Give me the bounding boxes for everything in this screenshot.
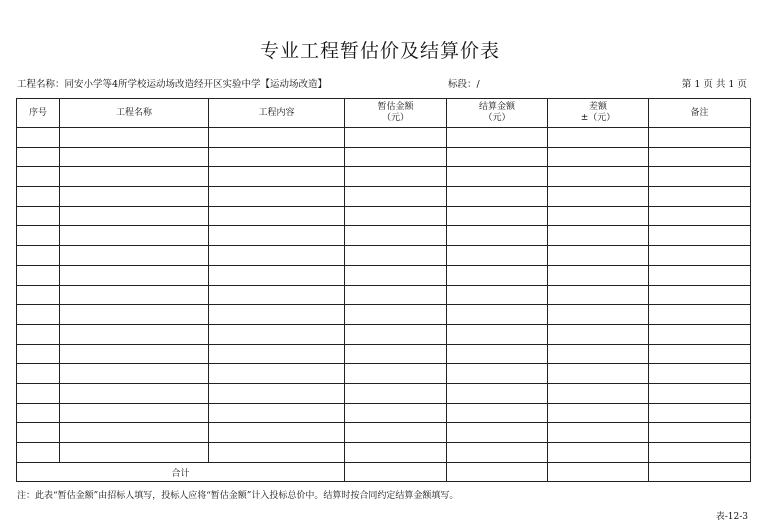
project-content-cell[interactable]: [209, 246, 345, 266]
difference-cell[interactable]: [548, 344, 649, 364]
seq-cell[interactable]: [17, 403, 60, 423]
difference-cell[interactable]: [548, 383, 649, 403]
difference-cell[interactable]: [548, 305, 649, 325]
header-difference-label: 差额: [588, 102, 607, 112]
seq-cell[interactable]: [17, 147, 60, 167]
remarks-cell[interactable]: [649, 187, 751, 207]
estimated-amount-cell[interactable]: [345, 324, 447, 344]
settlement-amount-cell[interactable]: [447, 167, 548, 187]
settlement-amount-cell[interactable]: [447, 246, 548, 266]
seq-cell[interactable]: [17, 423, 60, 443]
difference-cell[interactable]: [548, 364, 649, 384]
difference-cell[interactable]: [548, 324, 649, 344]
table-row: [17, 305, 751, 325]
project-content-cell[interactable]: [209, 324, 345, 344]
table-row: [17, 187, 751, 207]
seq-cell[interactable]: [17, 364, 60, 384]
remarks-cell[interactable]: [649, 226, 751, 246]
project-name-cell[interactable]: [60, 403, 209, 423]
project-name-cell[interactable]: [60, 128, 209, 148]
project-name-cell[interactable]: [60, 305, 209, 325]
project-name-cell[interactable]: [60, 226, 209, 246]
table-row: [17, 423, 751, 443]
project-content-cell[interactable]: [209, 285, 345, 305]
project-content-cell[interactable]: [209, 265, 345, 285]
project-name-cell[interactable]: [60, 423, 209, 443]
project-name-cell[interactable]: [60, 324, 209, 344]
project-content-cell[interactable]: [209, 226, 345, 246]
page-info: 第 1 页 共 1 页: [681, 79, 747, 90]
header-settlement-amount: [447, 99, 548, 128]
settlement-amount-cell[interactable]: [447, 147, 548, 167]
total-estimated-cell[interactable]: [345, 462, 447, 482]
estimated-amount-cell[interactable]: [345, 344, 447, 364]
seq-cell[interactable]: [17, 167, 60, 187]
remarks-cell[interactable]: [649, 344, 751, 364]
table-header-row: [17, 99, 751, 128]
settlement-amount-cell[interactable]: [447, 265, 548, 285]
project-content-cell[interactable]: [209, 206, 345, 226]
table-row: [17, 206, 751, 226]
seq-cell[interactable]: [17, 344, 60, 364]
project-content-cell[interactable]: [209, 305, 345, 325]
seq-cell[interactable]: [17, 324, 60, 344]
settlement-amount-cell[interactable]: [447, 187, 548, 207]
total-difference-cell[interactable]: [548, 462, 649, 482]
seq-cell[interactable]: [17, 246, 60, 266]
remarks-cell[interactable]: [649, 128, 751, 148]
estimated-amount-cell[interactable]: [345, 305, 447, 325]
project-name-value: 同安小学等4所学校运动场改造经开区实验中学【运动场改造】: [64, 79, 328, 90]
remarks-cell[interactable]: [649, 246, 751, 266]
estimated-amount-cell[interactable]: [345, 147, 447, 167]
remarks-cell[interactable]: [649, 423, 751, 443]
difference-cell[interactable]: [548, 167, 649, 187]
project-name-cell[interactable]: [60, 285, 209, 305]
table-body: [17, 128, 751, 463]
table-row: [17, 265, 751, 285]
estimated-amount-cell[interactable]: [345, 403, 447, 423]
settlement-amount-cell[interactable]: [447, 364, 548, 384]
settlement-amount-cell[interactable]: [447, 324, 548, 344]
difference-cell[interactable]: [548, 443, 649, 463]
header-remarks: [649, 99, 751, 128]
remarks-cell[interactable]: [649, 364, 751, 384]
header-seq-label: 序号: [28, 107, 47, 118]
page-title: 专业工程暂估价及结算价表: [259, 40, 500, 62]
seq-cell[interactable]: [17, 187, 60, 207]
total-row: [17, 462, 751, 482]
project-content-cell[interactable]: [209, 423, 345, 443]
seq-cell[interactable]: [17, 305, 60, 325]
table-row: [17, 167, 751, 187]
settlement-amount-cell[interactable]: [447, 305, 548, 325]
header-settlement-amount-unit: （元）: [483, 113, 511, 123]
seq-cell[interactable]: [17, 285, 60, 305]
difference-cell[interactable]: [548, 403, 649, 423]
section-label: 标段：: [448, 79, 477, 90]
table-row: [17, 364, 751, 384]
seq-cell[interactable]: [17, 128, 60, 148]
total-label: 合计: [17, 462, 345, 482]
estimated-amount-cell[interactable]: [345, 187, 447, 207]
header-estimated-amount-label: 暂估金额: [377, 102, 414, 112]
header-difference: [548, 99, 649, 128]
estimated-amount-cell[interactable]: [345, 128, 447, 148]
difference-cell[interactable]: [548, 265, 649, 285]
total-settlement-cell[interactable]: [447, 462, 548, 482]
project-content-cell[interactable]: [209, 167, 345, 187]
estimate-settlement-table: [16, 98, 751, 482]
table-row: [17, 403, 751, 423]
remarks-cell[interactable]: [649, 305, 751, 325]
project-name-cell[interactable]: [60, 265, 209, 285]
estimated-amount-cell[interactable]: [345, 265, 447, 285]
section-value: /: [476, 79, 480, 90]
project-content-cell[interactable]: [209, 364, 345, 384]
table-row: [17, 324, 751, 344]
difference-cell[interactable]: [548, 246, 649, 266]
settlement-amount-cell[interactable]: [447, 423, 548, 443]
header-estimated-amount-unit: （元）: [381, 113, 409, 123]
settlement-amount-cell[interactable]: [447, 344, 548, 364]
header-project-content-label: 工程内容: [258, 107, 295, 118]
table-row: [17, 344, 751, 364]
estimated-amount-cell[interactable]: [345, 285, 447, 305]
project-name-cell[interactable]: [60, 383, 209, 403]
header-seq: [17, 99, 60, 128]
section-info: [448, 76, 480, 90]
project-content-cell[interactable]: [209, 147, 345, 167]
header-project-content: [209, 99, 345, 128]
header-project-name: [60, 99, 209, 128]
project-content-cell[interactable]: [209, 344, 345, 364]
header-settlement-amount-label: 结算金额: [478, 102, 515, 112]
header-project-name-label: 工程名称: [115, 107, 152, 118]
remarks-cell[interactable]: [649, 443, 751, 463]
seq-cell[interactable]: [17, 226, 60, 246]
settlement-amount-cell[interactable]: [447, 128, 548, 148]
project-content-cell[interactable]: [209, 128, 345, 148]
project-content-cell[interactable]: [209, 443, 345, 463]
seq-cell[interactable]: [17, 265, 60, 285]
difference-cell[interactable]: [548, 285, 649, 305]
estimated-amount-cell[interactable]: [345, 423, 447, 443]
remarks-cell[interactable]: [649, 167, 751, 187]
header-difference-unit: ±（元）: [580, 113, 616, 123]
settlement-amount-cell[interactable]: [447, 403, 548, 423]
project-name-cell[interactable]: [60, 167, 209, 187]
project-name-cell[interactable]: [60, 364, 209, 384]
remarks-cell[interactable]: [649, 285, 751, 305]
project-name-cell[interactable]: [60, 147, 209, 167]
estimated-amount-cell[interactable]: [345, 364, 447, 384]
remarks-cell[interactable]: [649, 265, 751, 285]
project-name-cell[interactable]: [60, 206, 209, 226]
remarks-cell[interactable]: [649, 383, 751, 403]
project-content-cell[interactable]: [209, 187, 345, 207]
seq-cell[interactable]: [17, 206, 60, 226]
project-content-cell[interactable]: [209, 383, 345, 403]
table-row: [17, 285, 751, 305]
settlement-amount-cell[interactable]: [447, 206, 548, 226]
settlement-amount-cell[interactable]: [447, 226, 548, 246]
settlement-amount-cell[interactable]: [447, 383, 548, 403]
settlement-amount-cell[interactable]: [447, 443, 548, 463]
difference-cell[interactable]: [548, 423, 649, 443]
difference-cell[interactable]: [548, 128, 649, 148]
project-name-label: 工程名称：: [17, 79, 65, 90]
difference-cell[interactable]: [548, 147, 649, 167]
table-row: [17, 147, 751, 167]
table-row: [17, 383, 751, 403]
estimated-amount-cell[interactable]: [345, 226, 447, 246]
header-remarks-label: 备注: [690, 107, 709, 118]
project-name-cell[interactable]: [60, 344, 209, 364]
remarks-cell[interactable]: [649, 147, 751, 167]
footnote: 注：此表“暂估金额”由招标人填写，投标人应将“暂估金额”计入投标总价中。结算时按合同约定结算金额填写。: [17, 491, 459, 501]
seq-cell[interactable]: [17, 383, 60, 403]
remarks-cell[interactable]: [649, 206, 751, 226]
difference-cell[interactable]: [548, 226, 649, 246]
remarks-cell[interactable]: [649, 403, 751, 423]
project-name-cell[interactable]: [60, 443, 209, 463]
seq-cell[interactable]: [17, 443, 60, 463]
table-row: [17, 226, 751, 246]
header-estimated-amount: [345, 99, 447, 128]
table-row: [17, 246, 751, 266]
project-content-cell[interactable]: [209, 403, 345, 423]
estimated-amount-cell[interactable]: [345, 167, 447, 187]
project-name-cell[interactable]: [60, 246, 209, 266]
estimated-amount-cell[interactable]: [345, 246, 447, 266]
table-row: [17, 128, 751, 148]
table-row: [17, 443, 751, 463]
estimated-amount-cell[interactable]: [345, 206, 447, 226]
estimated-amount-cell[interactable]: [345, 443, 447, 463]
estimated-amount-cell[interactable]: [345, 383, 447, 403]
project-name-cell[interactable]: [60, 187, 209, 207]
difference-cell[interactable]: [548, 206, 649, 226]
remarks-cell[interactable]: [649, 324, 751, 344]
form-number: 表-12-3: [715, 512, 748, 522]
difference-cell[interactable]: [548, 187, 649, 207]
project-name: [17, 76, 327, 90]
settlement-amount-cell[interactable]: [447, 285, 548, 305]
total-remarks-cell[interactable]: [649, 462, 751, 482]
